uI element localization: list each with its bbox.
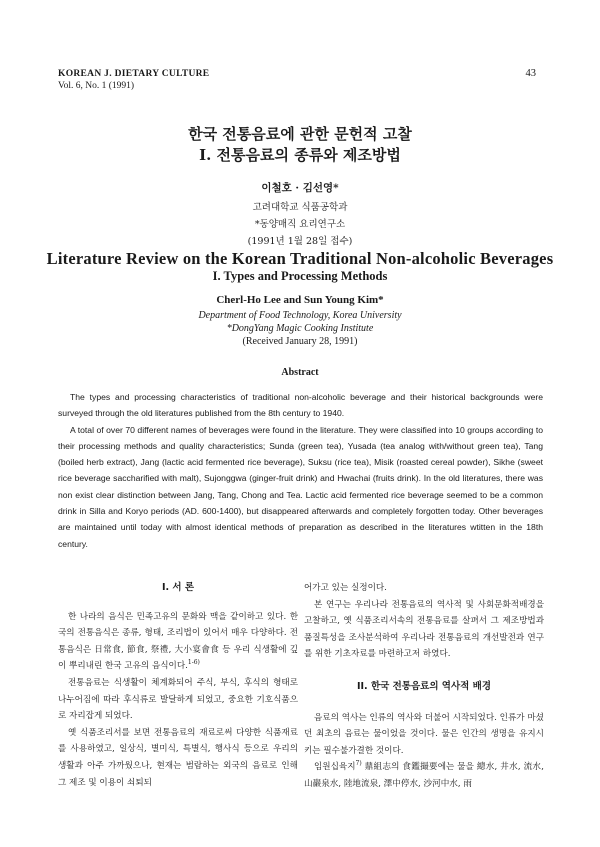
- korean-affiliation-1: 고려대학교 식품공학과: [252, 202, 348, 213]
- history-paragraph-2-a: 임원십육지: [314, 762, 356, 773]
- intro-paragraph-4: 본 연구는 우리나라 전통음료의 역사적 및 사회문화적배경을 고찰하고, 옛 식품조리서속의 전통음료를 살펴서 그 제조방법과 품질특성을 조사분석하여 우리나라 전통음료의 개선발전과 연구를 위한 기초자료를 마련하고저 하였다.: [304, 599, 544, 660]
- korean-affiliations: [0, 199, 600, 250]
- intro-paragraph-3-continued: 어가고 있는 실정이다.: [304, 583, 387, 593]
- history-paragraph-2: [304, 759, 544, 792]
- history-paragraph-2-b: 鼎組志의 食鑑撮要에는 물을 總水, 井水, 流水, 山巖泉水, 陸地流泉, 澤中停水, 沙河中水, 雨: [304, 762, 544, 789]
- korean-authors: 이철호 · 김선영*: [261, 182, 339, 194]
- english-title-line2: I. Types and Processing Methods: [212, 269, 388, 283]
- english-received: (Received January 28, 1991): [242, 336, 358, 347]
- left-column: [58, 580, 298, 791]
- korean-title-line2: I. 전통음료의 종류와 제조방법: [199, 146, 401, 164]
- korean-affiliation-2: *동양매직 요리연구소: [254, 219, 346, 230]
- abstract-heading: Abstract: [281, 367, 319, 378]
- intro-paragraph-1-text: 한 나라의 음식은 민족고유의 문화와 맥을 같이하고 있다. 한국의 전통음식은 종류, 형태, 조리법이 있어서 매우 다양하다. 전통음식은 日常食, 節食, 祭禮, 大小宴會食 등 우리 식생활에 깊이 뿌리내린 한국 고유의 음식이다.: [58, 611, 298, 672]
- section-introduction-heading: I. 서 론: [161, 582, 195, 593]
- journal-name: KOREAN J. DIETARY CULTURE: [58, 69, 210, 79]
- korean-title-line1: 한국 전통음료에 관한 문헌적 고찰: [188, 125, 412, 143]
- abstract-paragraph-2: A total of over 70 different names of beverages were found in the literature. They were classified into 10 groups according to their processing methods and quality characteristics; Sunda (green tea), Yusada (tea analog with/without green tea), Tang (boiled herb extract), Jang (lactic acid fermented rice beverage), Suksu (rice tea), Misik (roasted cereal powder), Sikhe (sweet rice beverage saccharified with malt), Sujonggwa (ginger-fruit drink) and Hwachai (fruits drink). In the old literatures, there was non exist clear distinction between Jang, Tang, Chong and Tea. Lactic acid fermented rice beverage seemed to be a common drink in Silla and Koryo periods (AD. 600-1400), but disappeared afterwards and completely forgotten today. Other beverages are maintained until today with almost identical methods of preparation as described in the literatures wtitten in the 18th century.: [58, 424, 543, 549]
- intro-paragraph-3: 옛 식품조리서를 보면 전통음료의 재료로써 다양한 식품재료를 사용하였고, 일상식, 별미식, 특별식, 행사식 등으로 우리의 생활과 아주 가까웠으나, 현재는 범람하는 외국의 음료로 인해 그 제조 및 이용이 쇠퇴되: [58, 727, 298, 788]
- english-title-line1: Literature Review on the Korean Traditional Non-alcoholic Beverages: [46, 249, 554, 268]
- section-history-heading: II. 한국 전통음료의 역사적 배경: [356, 680, 492, 692]
- abstract-body: [58, 389, 543, 552]
- journal-volume: Vol. 6, No. 1 (1991): [58, 81, 135, 91]
- history-reference-7: 7): [355, 760, 362, 768]
- korean-received: (1991년 1월 28일 접수): [247, 236, 353, 247]
- english-affiliations: [0, 309, 600, 348]
- english-affiliation-2: *DongYang Magic Cooking Institute: [226, 323, 374, 334]
- history-paragraph-1: 음료의 역사는 인류의 역사와 더불어 시작되었다. 인류가 마셨던 최초의 음료는 물이었을 것이다. 물은 인간의 생명을 유지시키는 필수불가결한 것이다.: [304, 712, 544, 756]
- page-number: 43: [525, 68, 536, 79]
- english-authors: Cherl-Ho Lee and Sun Young Kim*: [216, 294, 384, 306]
- english-affiliation-1: Department of Food Technology, Korea University: [198, 310, 402, 321]
- right-column: [304, 580, 544, 793]
- intro-paragraph-2: 전통음료는 식생활이 체계화되어 주식, 부식, 후식의 형태로 나누어짐에 따라 후식류로 발달하게 되었고, 중요한 기호식품으로 자리잡게 되었다.: [58, 677, 298, 722]
- abstract-paragraph-1: The types and processing characteristics of traditional non-alcoholic beverage and their historical backgrounds were surveyed through the old literatures published from the 8th century to 1940.: [58, 392, 543, 419]
- intro-reference-1: 1-6): [187, 659, 200, 667]
- intro-paragraph-1: [58, 609, 298, 675]
- journal-header: [58, 68, 209, 92]
